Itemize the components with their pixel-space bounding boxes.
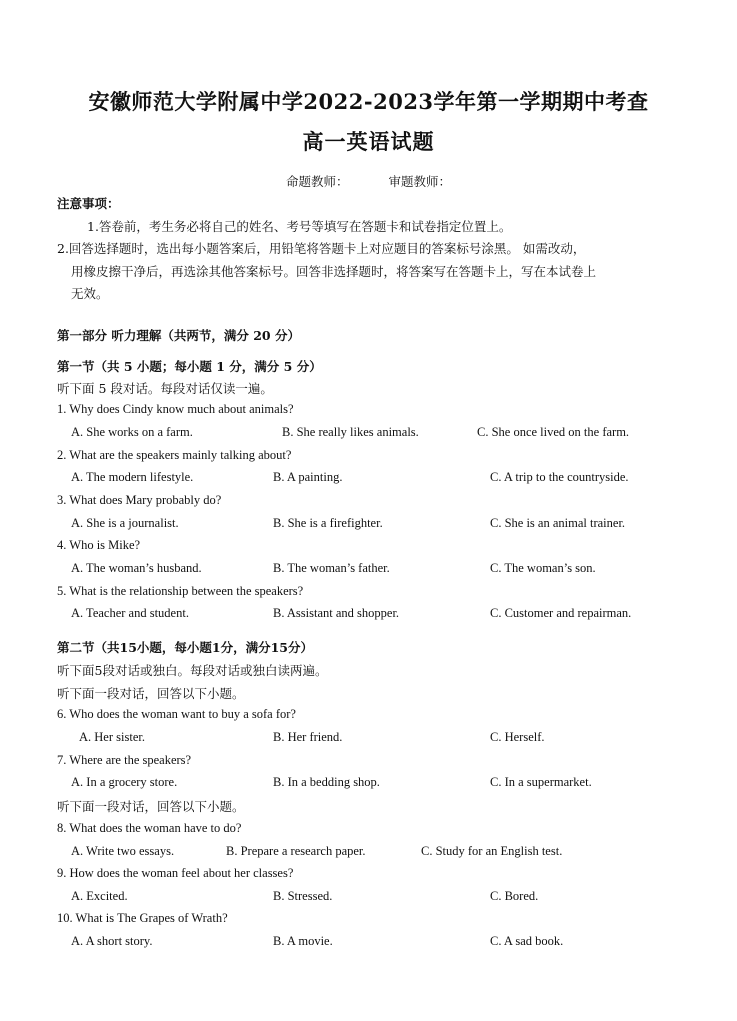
section2-sub-instruction-2: 听下面一段对话，回答以下小题。: [57, 799, 245, 814]
q7-option-c: C. In a supermarket.: [490, 775, 592, 789]
section2-heading: 第二节（共15小题，每小题1分，满分15分）: [57, 640, 313, 655]
question-9: 9. How does the woman feel about her classes?: [57, 866, 294, 880]
q7-option-a: A. In a grocery store.: [71, 775, 178, 789]
question-6: 6. Who does the woman want to buy a sofa for?: [57, 707, 296, 721]
part1-heading: 第一部分 听力理解（共两节，满分 20 分）: [57, 328, 300, 343]
notice-item-2-line1: 2.回答选择题时，选出每小题答案后，用铅笔将答题卡上对应题目的答案标号涂黑。 如需改动，: [57, 241, 586, 256]
section2-sub-instruction-1: 听下面一段对话，回答以下小题。: [57, 686, 245, 701]
notice-item-2: [57, 238, 697, 306]
question-7: 7. Where are the speakers?: [57, 753, 192, 767]
q2-option-b: B. A painting.: [273, 470, 343, 484]
q1-option-c: C. She once lived on the farm.: [477, 425, 630, 439]
q3-option-c: C. She is an animal trainer.: [490, 516, 626, 530]
notice-title: 注意事项：: [57, 196, 120, 211]
q7-option-b: B. In a bedding shop.: [273, 775, 380, 789]
q3-option-a: A. She is a journalist.: [71, 516, 179, 530]
question-8: 8. What does the woman have to do?: [57, 821, 242, 835]
q8-option-b: B. Prepare a research paper.: [226, 844, 366, 858]
q1-option-a: A. She works on a farm.: [71, 425, 193, 439]
q4-option-b: B. The woman’s father.: [273, 561, 390, 575]
reviewer-label: 审题教师：: [388, 174, 451, 189]
q3-option-b: B. She is a firefighter.: [273, 516, 383, 530]
notice-item-2-line3: 无效。: [71, 286, 109, 301]
q10-option-c: C. A sad book.: [490, 934, 564, 948]
q1-option-b: B. She really likes animals.: [282, 425, 419, 439]
notice-item-2-line2: 用橡皮擦干净后，再选涂其他答案标号。回答非选择题时，将答案写在答题卡上，写在本试卷上: [71, 263, 597, 279]
q8-option-c: C. Study for an English test.: [421, 844, 563, 858]
exam-subtitle: 高一英语试题: [302, 129, 435, 154]
q6-option-c: C. Herself.: [490, 730, 545, 744]
q9-option-c: C. Bored.: [490, 889, 539, 903]
exam-title: 安徽师范大学附属中学2022-2023学年第一学期期中考查: [88, 89, 649, 114]
q4-option-a: A. The woman’s husband.: [71, 561, 202, 575]
q5-option-c: C. Customer and repairman.: [490, 606, 632, 620]
q2-option-a: A. The modern lifestyle.: [71, 470, 194, 484]
section1-instruction: 听下面 5 段对话。每段对话仅读一遍。: [57, 381, 273, 396]
q9-option-b: B. Stressed.: [273, 889, 333, 903]
teachers-line: [0, 172, 737, 190]
q10-option-b: B. A movie.: [273, 934, 333, 948]
question-3: 3. What does Mary probably do?: [57, 493, 222, 507]
section2-instruction: 听下面5段对话或独白。每段对话或独白读两遍。: [57, 663, 328, 678]
section1-heading: 第一节（共 5 小题；每小题 1 分，满分 5 分）: [57, 359, 322, 374]
question-1: 1. Why does Cindy know much about animals?: [57, 402, 294, 416]
question-10: 10. What is The Grapes of Wrath?: [57, 911, 228, 925]
question-5: 5. What is the relationship between the speakers?: [57, 584, 304, 598]
q6-option-b: B. Her friend.: [273, 730, 343, 744]
setter-label: 命题教师：: [285, 174, 349, 189]
question-2: 2. What are the speakers mainly talking about?: [57, 448, 292, 462]
q5-option-b: B. Assistant and shopper.: [273, 606, 400, 620]
q5-option-a: A. Teacher and student.: [71, 606, 189, 620]
question-4: 4. Who is Mike?: [57, 538, 141, 552]
q6-option-a: A. Her sister.: [79, 730, 145, 744]
notice-item-1: 1.答卷前，考生务必将自己的姓名、考号等填写在答题卡和试卷指定位置上。: [87, 218, 512, 234]
q2-option-c: C. A trip to the countryside.: [490, 470, 629, 484]
q8-option-a: A. Write two essays.: [71, 844, 175, 858]
notice-block: [57, 193, 697, 306]
q9-option-a: A. Excited.: [71, 889, 128, 903]
q4-option-c: C. The woman’s son.: [490, 561, 596, 575]
q10-option-a: A. A short story.: [71, 934, 153, 948]
